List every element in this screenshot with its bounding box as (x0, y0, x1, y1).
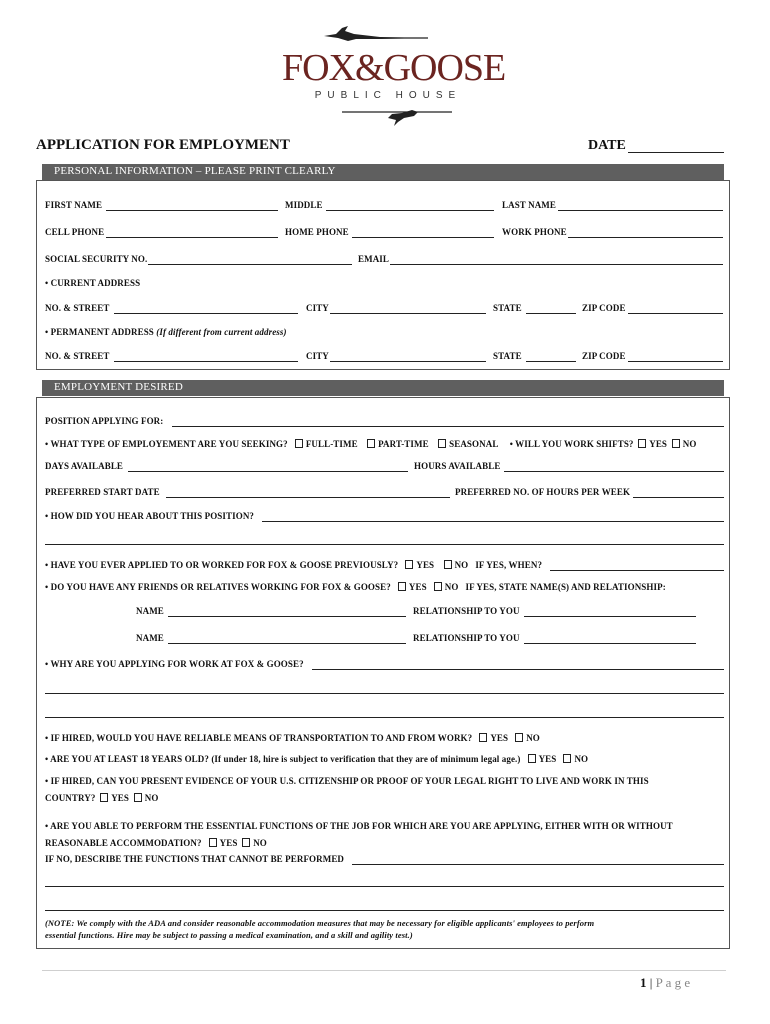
why-field-line-2[interactable] (45, 693, 724, 694)
home-phone-field[interactable] (352, 237, 494, 238)
friends-yes-label: YES (408, 582, 427, 592)
email-field[interactable] (390, 264, 723, 265)
employment-section (36, 397, 730, 949)
transport-question: • IF HIRED, WOULD YOU HAVE RELIABLE MEANS OF TRANSPORTATION TO AND FROM WORK? (45, 733, 473, 743)
applied-before-question: • HAVE YOU EVER APPLIED TO OR WORKED FOR FOX & GOOSE PREVIOUSLY? (45, 560, 399, 570)
applied-no-label: NO (454, 560, 469, 570)
start-date-field[interactable] (166, 497, 450, 498)
page-number (640, 975, 690, 991)
ssn-field[interactable] (148, 264, 352, 265)
first-name-label: FIRST NAME (45, 200, 103, 210)
if-yes-when-label: IF YES, WHEN? (475, 560, 543, 570)
citizen-no-label: NO (144, 793, 159, 803)
position-label: POSITION APPLYING FOR: (45, 416, 164, 426)
employment-section-title: EMPLOYMENT DESIRED (54, 381, 183, 393)
friends-yes-checkbox[interactable] (398, 582, 406, 591)
age-yes-label: YES (538, 754, 557, 764)
perm-zip-label: ZIP CODE (582, 351, 626, 361)
age-row (45, 754, 588, 764)
hear-field[interactable] (262, 521, 724, 522)
relationship-1-field[interactable] (524, 616, 696, 617)
goose-icon (320, 22, 430, 44)
brand-wordmark: FOX&GOOSE (282, 47, 506, 89)
footer-divider (42, 970, 726, 971)
page-number-separator: | (649, 975, 653, 990)
friends-question: • DO YOU HAVE ANY FRIENDS OR RELATIVES WORKING FOR FOX & GOOSE? (45, 582, 391, 592)
functions-no-label: NO (253, 838, 267, 848)
perm-street-field[interactable] (114, 361, 298, 362)
functions-row (45, 838, 267, 848)
functions-question-line-1: • ARE YOU ABLE TO PERFORM THE ESSENTIAL FUNCTIONS OF THE JOB FOR WHICH ARE YOU ARE APPLYING, EITHER WITH OR WITHOUT (45, 821, 673, 831)
name-1-field[interactable] (168, 616, 406, 617)
friends-no-checkbox[interactable] (434, 582, 442, 591)
name-2-label: NAME (136, 633, 164, 643)
personal-section-header (42, 164, 724, 180)
personal-section-title: PERSONAL INFORMATION – PLEASE PRINT CLEARLY (54, 165, 336, 177)
friends-no-label: NO (444, 582, 459, 592)
days-available-label: DAYS AVAILABLE (45, 461, 124, 471)
page-number-value: 1 (640, 975, 647, 990)
perm-city-label: CITY (306, 351, 329, 361)
shifts-question: • WILL YOU WORK SHIFTS? (509, 439, 634, 449)
age-question: • ARE YOU AT LEAST 18 YEARS OLD? (If under 18, hire is subject to verification that they are of minimum legal age.) (45, 754, 521, 764)
age-no-label: NO (574, 754, 589, 764)
employment-type-question: • WHAT TYPE OF EMPLOYEMENT ARE YOU SEEKING? (45, 439, 288, 449)
if-yes-state-label: IF YES, STATE NAME(S) AND RELATIONSHIP: (465, 582, 666, 592)
permanent-address-note: (If different from current address) (156, 327, 287, 337)
perm-city-field[interactable] (330, 361, 486, 362)
seasonal-checkbox[interactable] (438, 439, 446, 448)
functions-no-checkbox[interactable] (242, 838, 250, 847)
city-field[interactable] (330, 313, 486, 314)
cell-phone-label: CELL PHONE (45, 227, 105, 237)
perm-zip-field[interactable] (628, 361, 723, 362)
home-phone-label: HOME PHONE (285, 227, 349, 237)
permanent-address-label (45, 327, 287, 337)
ada-note-line-1: (NOTE: We comply with the ADA and consider reasonable accommodation measures that may be necessary for eligible applicants' employees to perform (45, 918, 595, 928)
citizen-row (45, 793, 158, 803)
transport-no-label: NO (526, 733, 540, 743)
start-date-label: PREFERRED START DATE (45, 487, 160, 497)
email-label: EMAIL (358, 254, 390, 264)
functions-yes-label: YES (219, 838, 238, 848)
logo (282, 22, 506, 130)
hear-field-continued[interactable] (45, 544, 724, 545)
part-time-label: PART-TIME (378, 439, 429, 449)
street-field[interactable] (114, 313, 298, 314)
date-label: DATE (588, 138, 626, 153)
full-time-checkbox[interactable] (295, 439, 303, 448)
shifts-yes-checkbox[interactable] (638, 439, 646, 448)
ssn-label: SOCIAL SECURITY NO. (45, 254, 148, 264)
transport-yes-checkbox[interactable] (479, 733, 487, 742)
middle-label: MIDDLE (285, 200, 323, 210)
full-time-label: FULL-TIME (305, 439, 358, 449)
personal-section (36, 180, 730, 370)
employment-section-header (42, 380, 724, 396)
age-yes-checkbox[interactable] (528, 754, 536, 763)
middle-field[interactable] (326, 210, 494, 211)
shifts-yes-label: YES (649, 439, 668, 449)
zip-field[interactable] (628, 313, 723, 314)
perm-state-field[interactable] (526, 361, 576, 362)
transport-yes-label: YES (490, 733, 509, 743)
state-label: STATE (493, 303, 522, 313)
ada-note-line-2: essential functions. Hire may be subject to passing a medical examination, and a skill and agility test.) (45, 930, 413, 940)
hours-available-label: HOURS AVAILABLE (414, 461, 501, 471)
last-name-field[interactable] (558, 210, 723, 211)
position-field[interactable] (172, 426, 724, 427)
first-name-field[interactable] (106, 210, 278, 211)
hear-label: • HOW DID YOU HEAR ABOUT THIS POSITION? (45, 511, 255, 521)
if-no-describe-label: IF NO, DESCRIBE THE FUNCTIONS THAT CANNOT BE PERFORMED (45, 854, 345, 864)
shifts-no-checkbox[interactable] (672, 439, 680, 448)
citizen-question-line-2: COUNTRY? (45, 793, 96, 803)
last-name-label: LAST NAME (502, 200, 556, 210)
part-time-checkbox[interactable] (367, 439, 375, 448)
citizen-question-line-1: • IF HIRED, CAN YOU PRESENT EVIDENCE OF YOUR U.S. CITIZENSHIP OR PROOF OF YOUR LEGAL RIGHT TO LIVE AND WORK IN THIS (45, 776, 649, 786)
zip-label: ZIP CODE (582, 303, 626, 313)
name-2-field[interactable] (168, 643, 406, 644)
friends-row (45, 582, 666, 592)
applied-yes-checkbox[interactable] (405, 560, 413, 569)
state-field[interactable] (526, 313, 576, 314)
transport-no-checkbox[interactable] (515, 733, 523, 742)
relationship-2-field[interactable] (524, 643, 696, 644)
hours-per-week-label: PREFERRED NO. OF HOURS PER WEEK (455, 487, 631, 497)
current-address-label: • CURRENT ADDRESS (45, 278, 141, 288)
date-field[interactable] (628, 152, 724, 153)
work-phone-label: WORK PHONE (502, 227, 567, 237)
hours-available-field[interactable] (504, 471, 724, 472)
if-no-describe-line-3[interactable] (45, 910, 724, 911)
name-1-label: NAME (136, 606, 164, 616)
relationship-1-label: RELATIONSHIP TO YOU (413, 606, 520, 616)
work-phone-field[interactable] (568, 237, 723, 238)
employment-type-row (45, 439, 696, 449)
shifts-no-label: NO (682, 439, 697, 449)
applied-yes-label: YES (416, 560, 435, 570)
if-no-describe-field[interactable] (352, 864, 724, 865)
days-available-field[interactable] (128, 471, 408, 472)
functions-question-line-2: REASONABLE ACCOMMODATION? (45, 838, 202, 848)
perm-street-label: NO. & STREET (45, 351, 110, 361)
citizen-no-checkbox[interactable] (134, 793, 142, 802)
applied-no-checkbox[interactable] (444, 560, 452, 569)
citizen-yes-checkbox[interactable] (100, 793, 108, 802)
transport-row (45, 733, 540, 743)
why-field-line-3[interactable] (45, 717, 724, 718)
why-field[interactable] (312, 669, 724, 670)
citizen-yes-label: YES (111, 793, 130, 803)
if-no-describe-line-2[interactable] (45, 886, 724, 887)
brand-subtitle: PUBLIC HOUSE (314, 90, 462, 101)
page-title: APPLICATION FOR EMPLOYMENT (36, 137, 290, 153)
hours-per-week-field[interactable] (633, 497, 724, 498)
street-label: NO. & STREET (45, 303, 110, 313)
cell-phone-field[interactable] (106, 237, 278, 238)
perm-state-label: STATE (493, 351, 522, 361)
why-label: • WHY ARE YOU APPLYING FOR WORK AT FOX & GOOSE? (45, 659, 304, 669)
applied-before-row (45, 560, 542, 570)
city-label: CITY (306, 303, 329, 313)
relationship-2-label: RELATIONSHIP TO YOU (413, 633, 520, 643)
seasonal-label: SEASONAL (449, 439, 498, 449)
permanent-address-text: • PERMANENT ADDRESS (45, 327, 154, 337)
age-no-checkbox[interactable] (563, 754, 571, 763)
fox-icon (342, 104, 452, 128)
functions-yes-checkbox[interactable] (209, 838, 217, 847)
page-word: P a g e (655, 975, 691, 990)
if-yes-when-field[interactable] (550, 570, 724, 571)
